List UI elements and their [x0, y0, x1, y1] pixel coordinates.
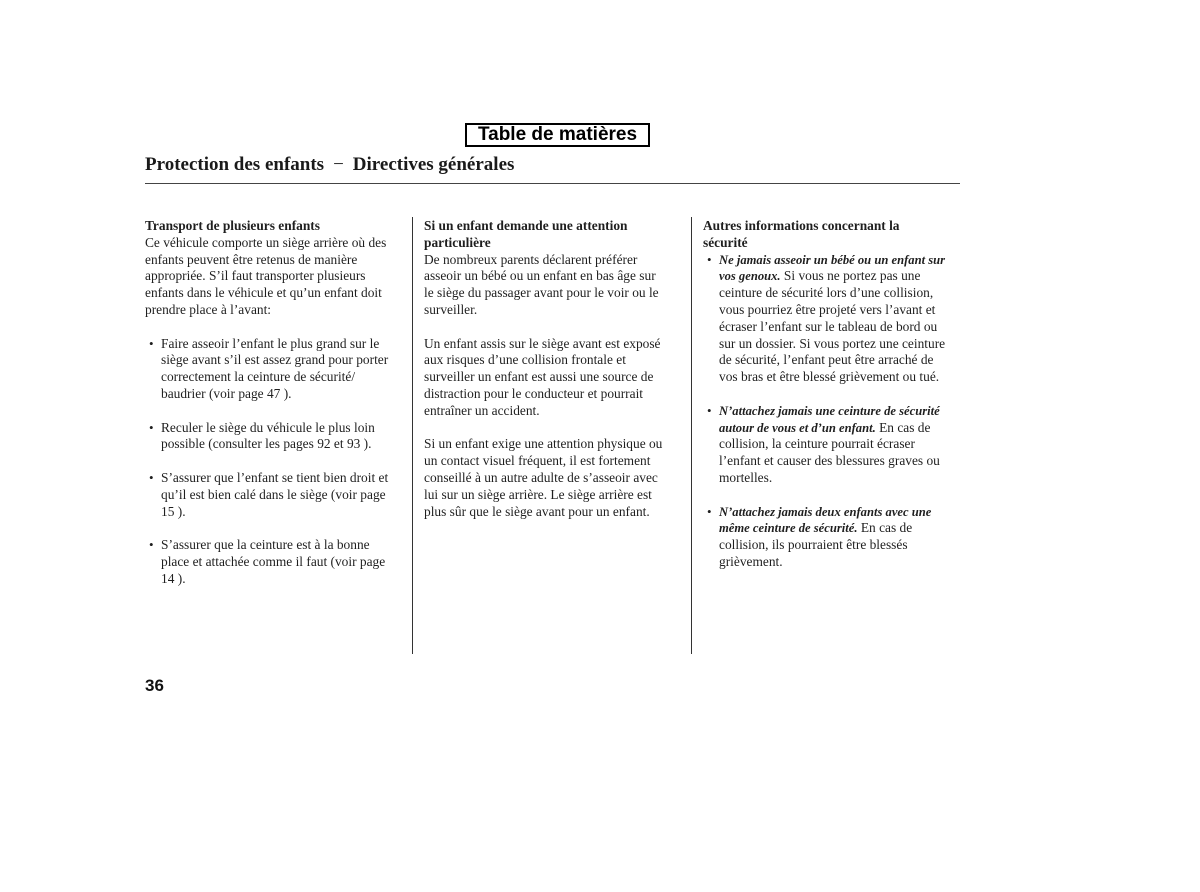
- col2-paragraph-1: De nombreux parents déclarent préférer asseoir un bébé ou un enfant en bas âge sur le siège du passager avant pour le voir ou le surveiller.: [424, 251, 659, 317]
- col2-heading: Si un enfant demande une attention particulière: [424, 218, 628, 250]
- col1-bullet-2: • Reculer le siège du véhicule le plus loin possible (consulter les pages 92 et 93 ).: [145, 420, 407, 454]
- col2-paragraph-2: Un enfant assis sur le siège avant est exposé aux risques d’une collision frontale et surveiller un enfant est aussi une source de distraction pour le conducteur et pourrait entraîner un accident.: [424, 335, 661, 418]
- col3-bullet-2: • N’attachez jamais une ceinture de sécurité autour de vous et d’un enfant. En cas de collision, la ceinture pourrait écraser l’enfant et causer des blessures graves ou mortelles.: [703, 403, 965, 487]
- page-number: 36: [145, 676, 164, 695]
- col1-bullet-1: • Faire asseoir l’enfant le plus grand sur le siège avant s’il est assez grand pour porter correctement la ceinture de sécurité/ baudrier (voir page 47 ).: [145, 336, 407, 403]
- table-of-contents-button[interactable]: Table de matières: [465, 123, 650, 147]
- column-1: [145, 218, 407, 588]
- col1-intro: Ce véhicule comporte un siège arrière où des enfants peuvent être retenus de manière appropriée. S’il faut transporter plusieurs enfants dans le véhicule et qu’un enfant doit prendre place à l’avant:: [145, 234, 387, 317]
- column-3: [703, 218, 965, 571]
- col3-bullet-1: • Ne jamais asseoir un bébé ou un enfant sur vos genoux. Si vous ne portez pas une ceinture de sécurité lors d’une collision, vous pourriez être projeté vers l’avant et écraser l’enfant sur le tableau de bord ou sur un dossier. Si vous portez une ceinture de sécurité, l’enfant peut être arraché de vos bras et être blessé grièvement ou tué.: [703, 252, 965, 386]
- column-divider-1: [412, 217, 413, 654]
- col3-heading: Autres informations concernant la sécurité: [703, 218, 900, 250]
- col1-bullet-3: • S’assurer que l’enfant se tient bien droit et qu’il est bien calé dans le siège (voir page 15 ).: [145, 470, 407, 520]
- column-2: [424, 218, 686, 520]
- page-title-part2: Directives générales: [352, 154, 515, 175]
- column-divider-2: [691, 217, 692, 654]
- title-divider: [145, 183, 960, 184]
- col1-heading: Transport de plusieurs enfants: [145, 218, 320, 233]
- page-title-part1: Protection des enfants: [145, 154, 325, 175]
- page-title: [145, 153, 514, 177]
- page-title-separator: −: [333, 154, 344, 175]
- col2-paragraph-3: Si un enfant exige une attention physique ou un contact visuel fréquent, il est fortement conseillé à un autre adulte de s’asseoir avec lui sur un siège arrière. Le siège arrière est plus sûr que le siège avant pour un enfant.: [424, 436, 663, 519]
- col1-bullet-4: • S’assurer que la ceinture est à la bonne place et attachée comme il faut (voir page 14 ).: [145, 537, 407, 587]
- col3-bullet-3: • N’attachez jamais deux enfants avec une même ceinture de sécurité. En cas de collision, ils pourraient être blessés grièvement.: [703, 504, 965, 571]
